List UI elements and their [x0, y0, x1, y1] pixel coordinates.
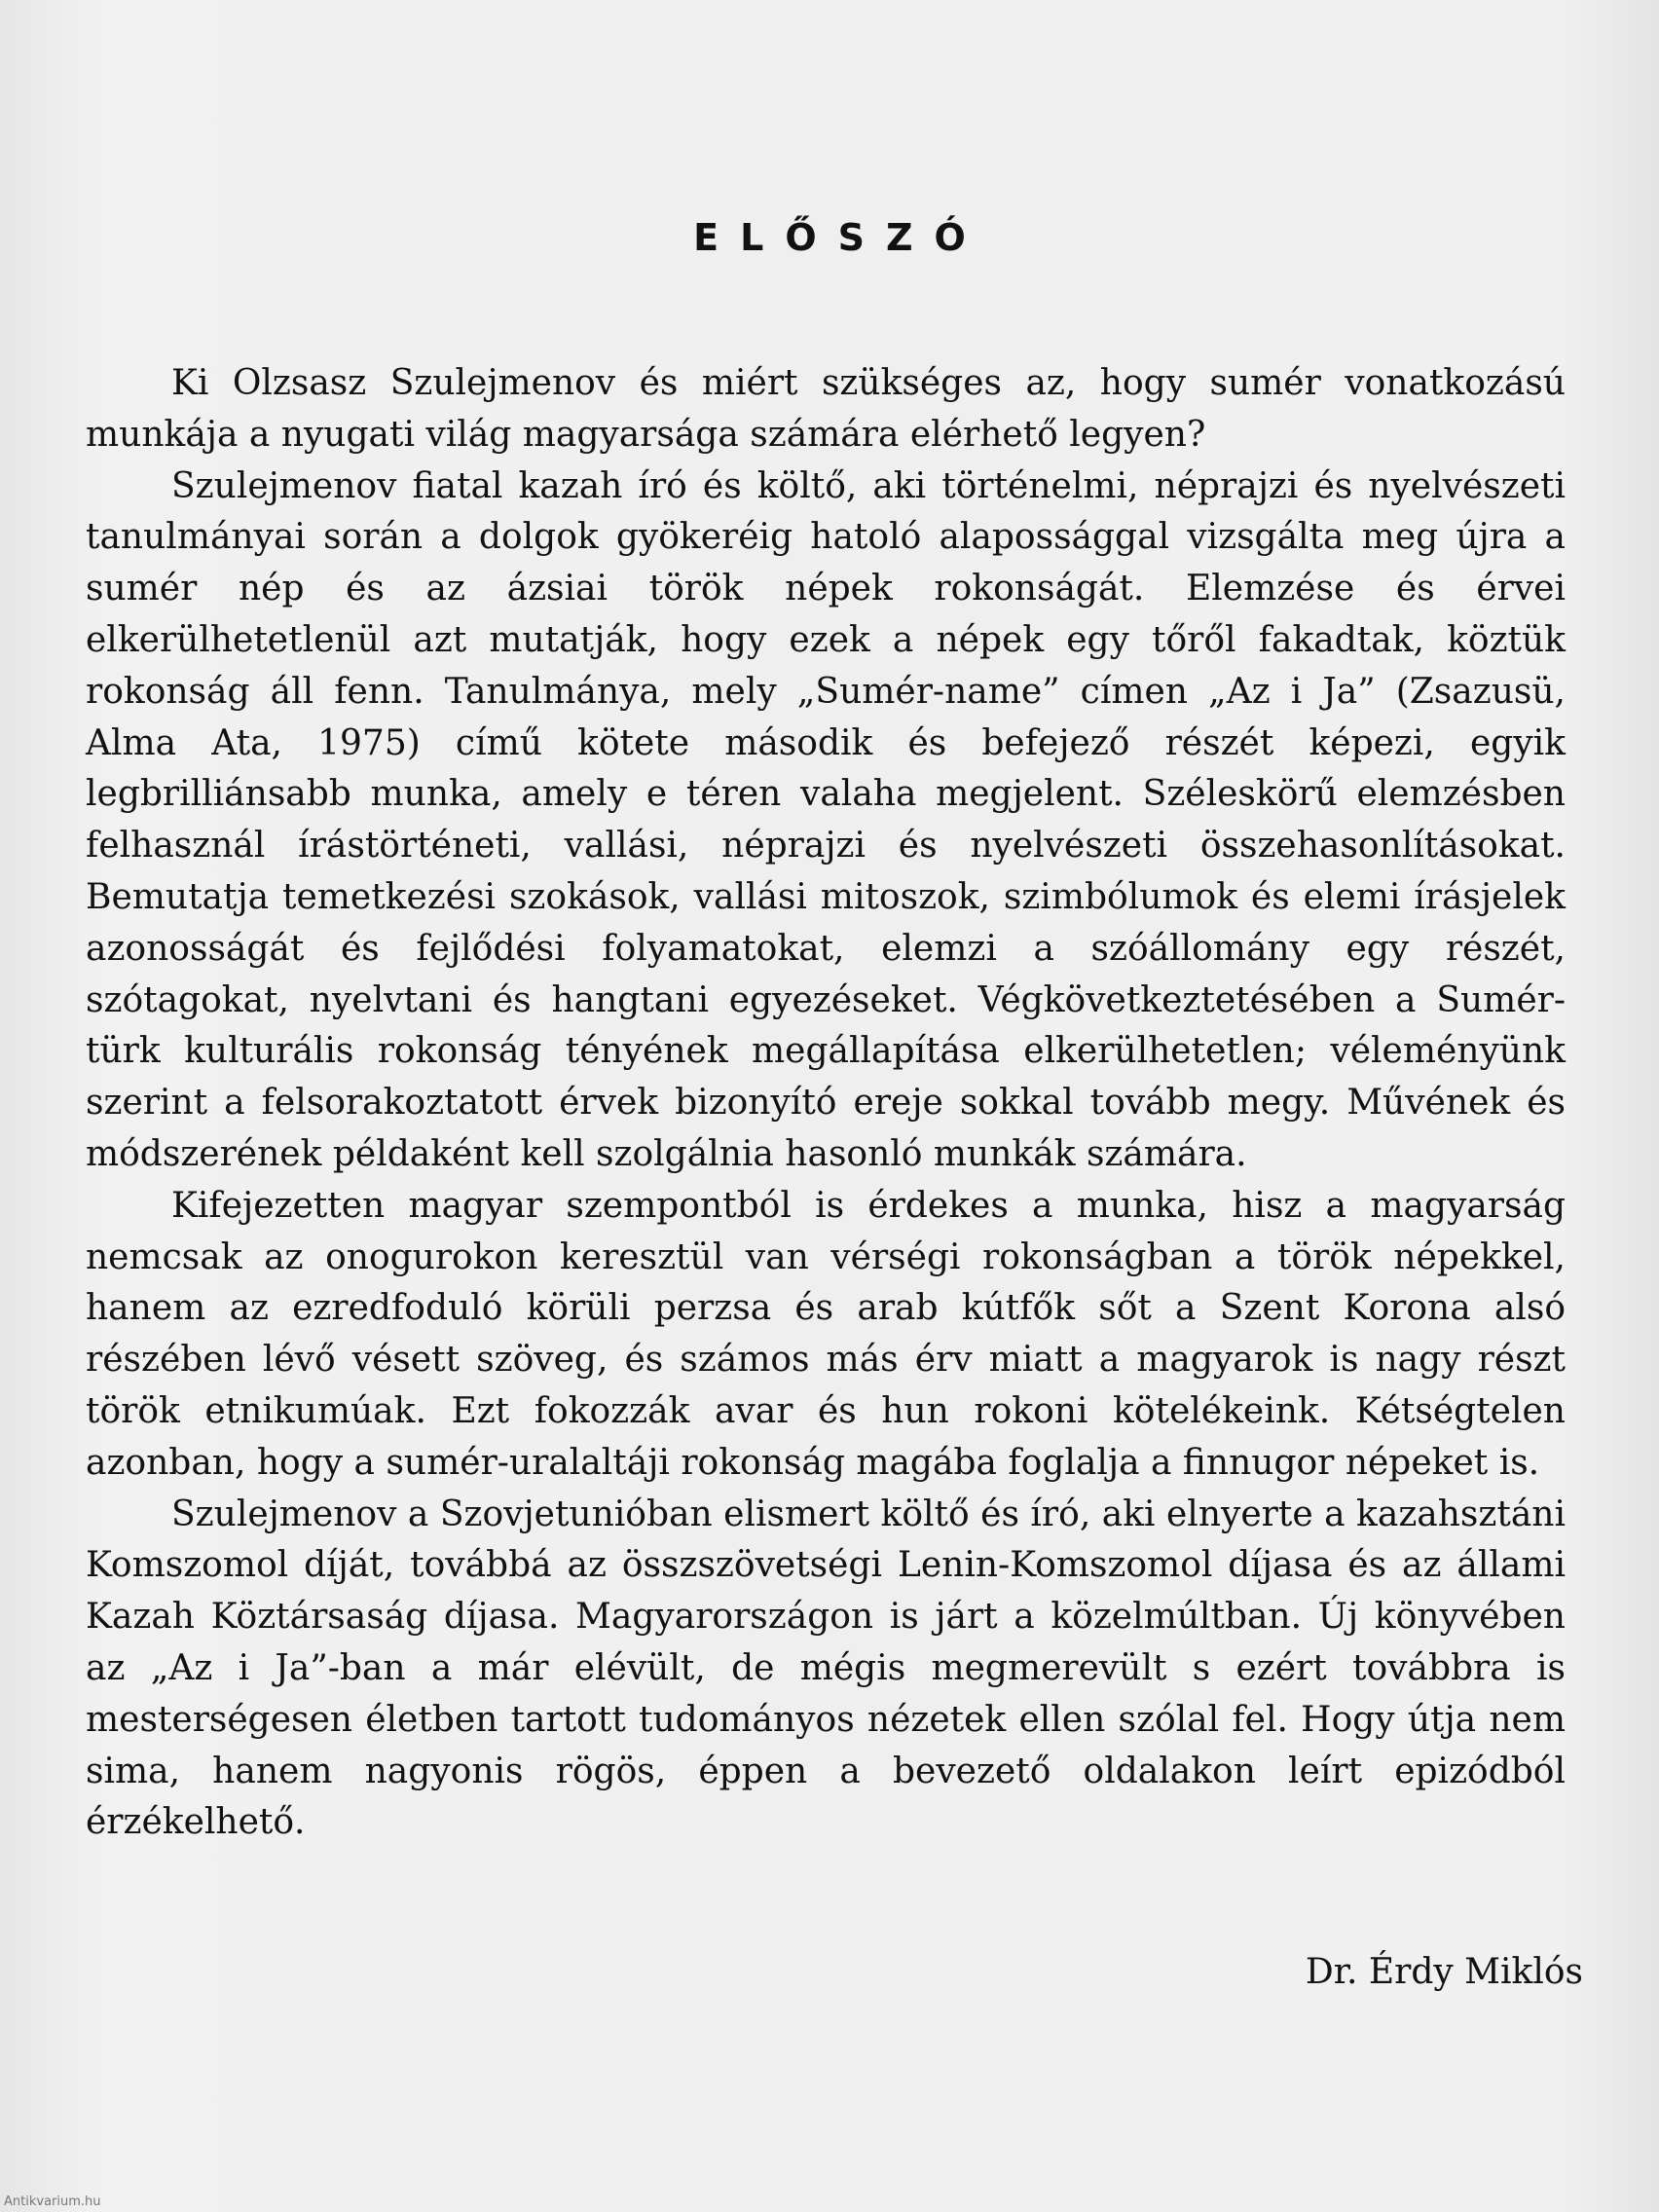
body-text [86, 358, 1566, 1849]
paragraph-2: Szulejmenov fiatal kazah író és költő, aki történelmi, néprajzi és nyelvészeti tanulmányai során a dolgok gyökeréig hatoló alapossággal vizsgálta meg újra a sumér nép és az ázsiai török népek rokonságát. Elemzése és érvei elkerülhetetlenül azt mutatják, hogy ezek a népek egy tőről fakadtak, köztük rokonság áll fenn. Tanulmánya, mely „Sumér-name” címen „Az i Ja” (Zsazusü, Alma Ata, 1975) című kötete második és befejező részét képezi, egyik legbrilliánsabb munka, amely e téren valaha megjelent. Széleskörű elemzésben felhasznál írástörténeti, vallási, néprajzi és nyelvészeti összehasonlításokat. Bemutatja temetkezési szokások, vallási mitoszok, szimbólumok és elemi írásjelek azonosságát és fejlődési folyamatokat, elemzi a szóállomány egy részét, szótagokat, nyelvtani és hangtani egyezéseket. Végkövetkeztetésében a Sumér-türk kulturális rokonság tényének megállapítása elkerülhetetlen; véleményünk szerint a felsorakoztatott érvek bizonyító ereje sokkal tovább megy. Művének és módszerének példaként kell szolgálnia hasonló munkák számára. [86, 465, 1566, 1174]
author-signature: Dr. Érdy Miklós [1305, 1952, 1583, 1992]
paragraph-3: Kifejezetten magyar szempontból is érdekes a munka, hisz a magyarság nemcsak az onogurokon keresztül van vérségi rokonságban a török népekkel, hanem az ezredfoduló körüli perzsa és arab kútfők sőt a Szent Korona alsó részében lévő vésett szöveg, és számos más érv miatt a magyarok is nagy részt török etnikumúak. Ezt fokozzák avar és hun rokoni kötelékeink. Kétségtelen azonban, hogy a sumér-uralaltáji rokonság magába foglalja a finnugor népeket is. [86, 1185, 1566, 1483]
paragraph-4: Szulejmenov a Szovjetunióban elismert költő és író, aki elnyerte a kazahsztáni Komszomol díját, továbbá az összszövetségi Lenin-Komszomol díjasa és az állami Kazah Köztársaság díjasa. Magyarországon is járt a közelmúltban. Új könyvében az „Az i Ja”-ban a már elévült, de mégis megmerevült s ezért továbbra is mesterségesen életben tartott tudományos nézetek ellen szólal fel. Hogy útja nem sima, hanem nagyonis rögös, éppen a bevezető oldalakon leírt epizódból érzékelhető. [86, 1493, 1566, 1843]
page-title: ELŐSZÓ [693, 216, 987, 259]
paragraph-1: Ki Olzsasz Szulejmenov és miért szükséges az, hogy sumér vonatkozású munkája a nyugati világ magyarsága számára elérhető legyen? [86, 363, 1566, 455]
watermark: Antikvarium.hu [4, 2194, 101, 2209]
